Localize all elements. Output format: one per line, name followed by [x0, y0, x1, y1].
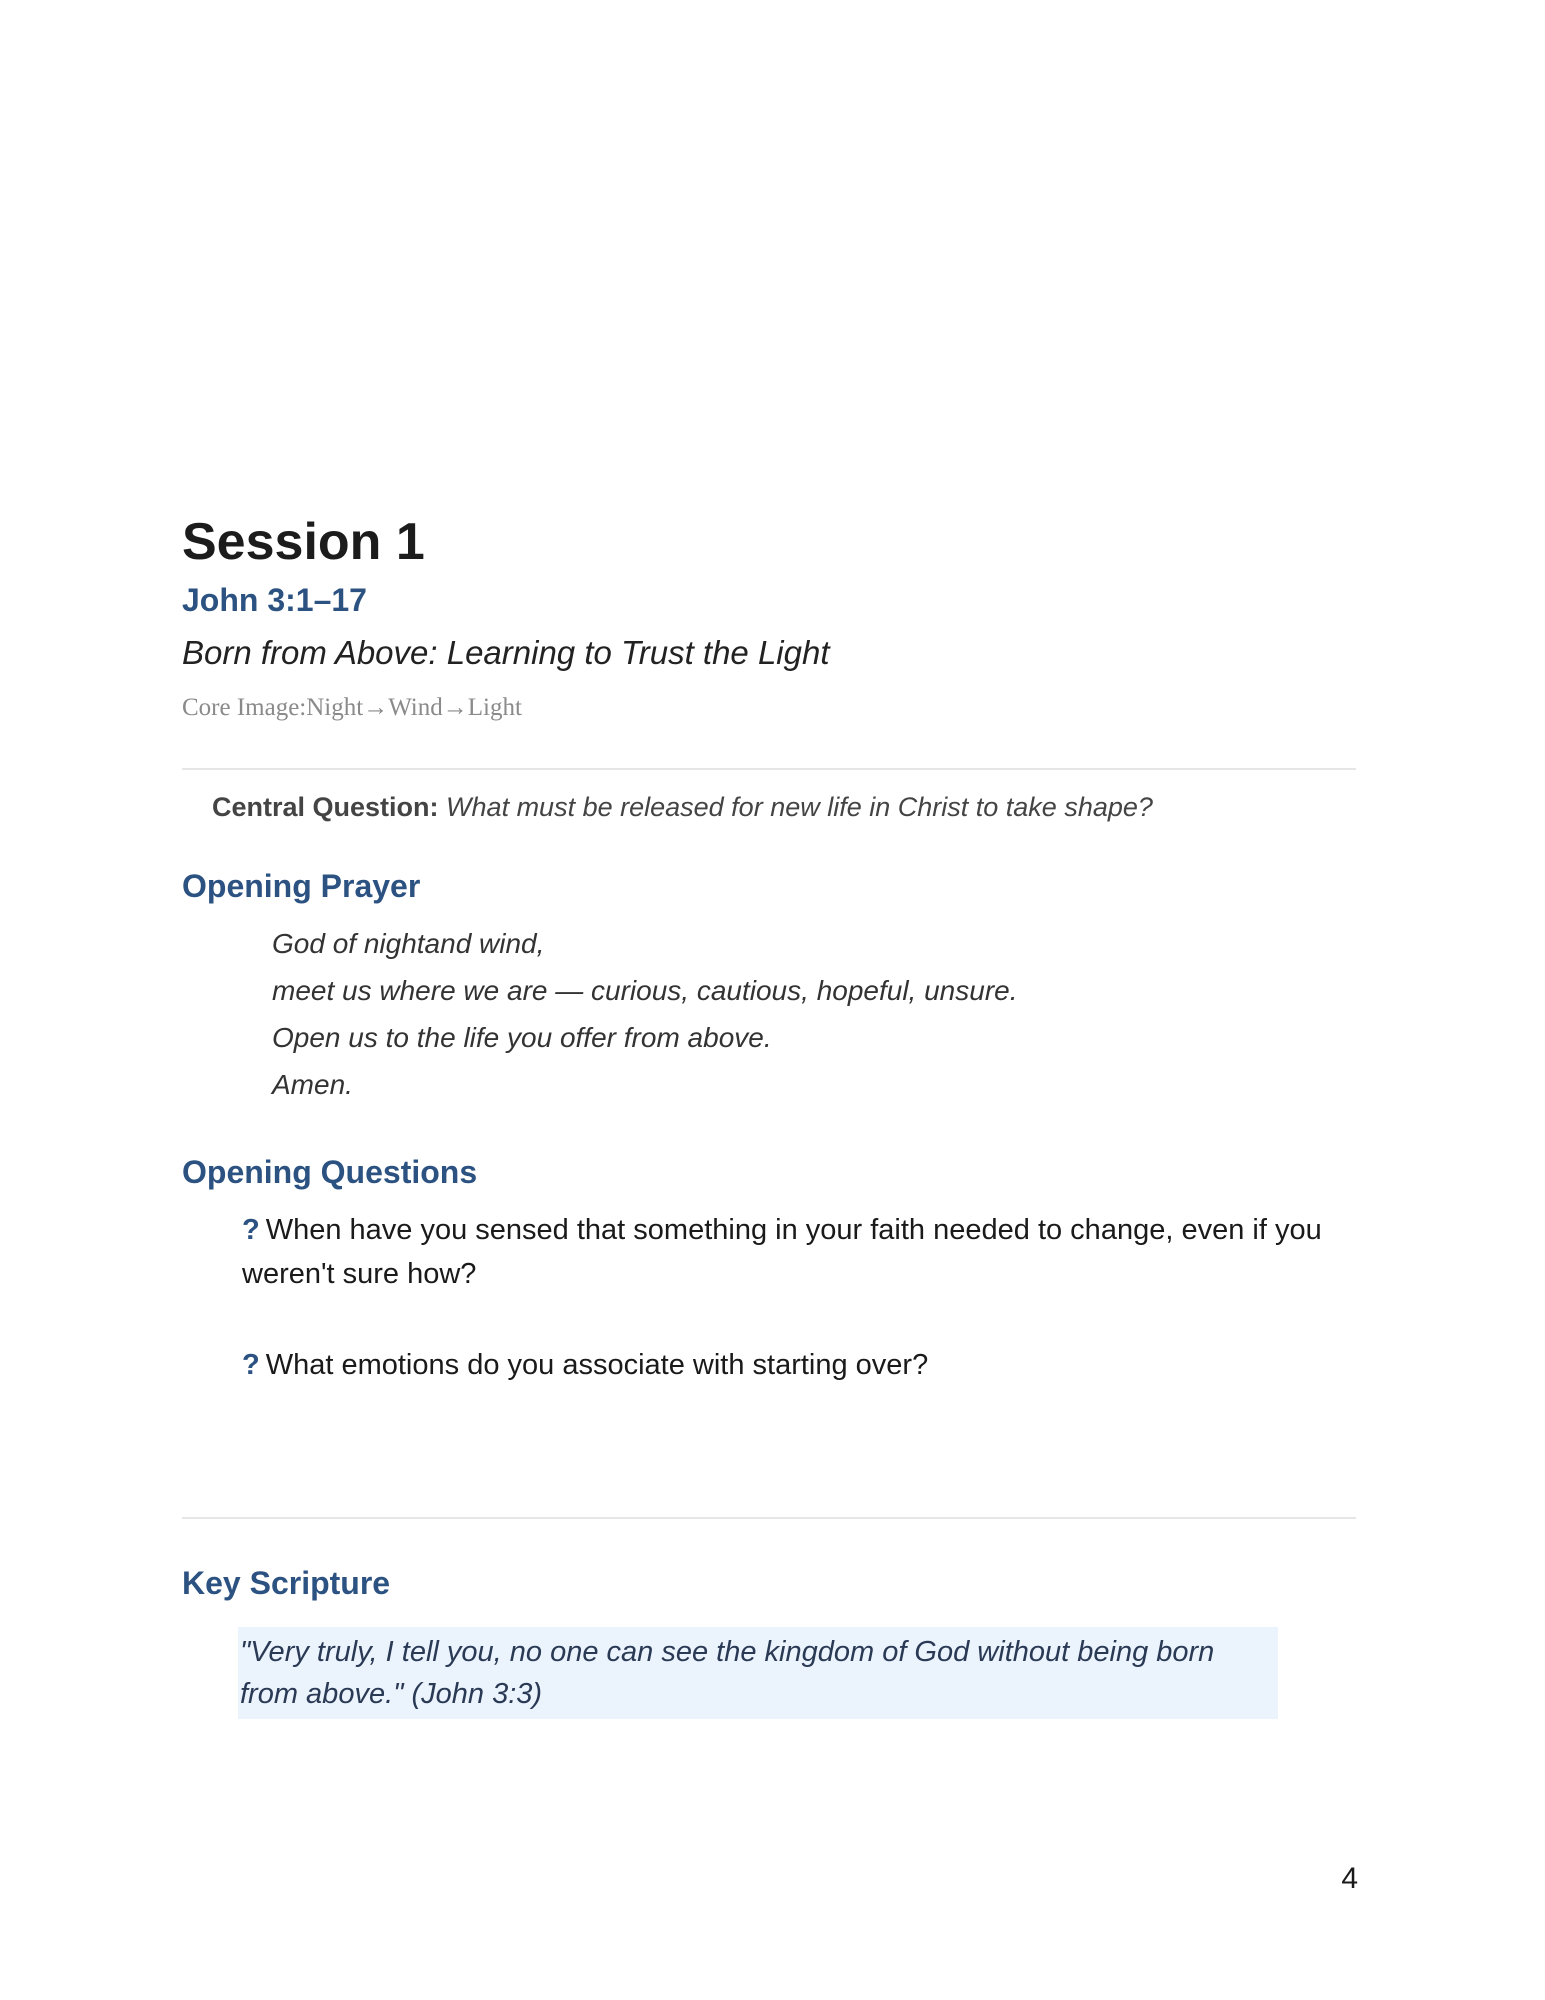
prayer-line: Amen.	[272, 1069, 353, 1100]
divider	[182, 1517, 1356, 1519]
prayer-line: God of nightand wind,	[272, 928, 545, 959]
question-item	[242, 1208, 1322, 1296]
prayer-line: meet us where we are — curious, cautious, hopeful, unsure.	[272, 975, 1018, 1006]
central-question	[182, 788, 1356, 826]
question-mark-icon: ?	[242, 1349, 260, 1381]
opening-questions-heading: Opening Questions	[182, 1154, 478, 1190]
question-text: What emotions do you associate with starting over?	[265, 1349, 929, 1381]
key-scripture-heading: Key Scripture	[182, 1565, 391, 1601]
question-text: When have you sensed that something in your faith needed to change, even if you weren't sure how?	[242, 1214, 1322, 1290]
question-item	[242, 1343, 1322, 1387]
key-scripture-quote: "Very truly, I tell you, no one can see the kingdom of God without being born from above." (John 3:3)	[238, 1627, 1278, 1719]
opening-questions-list	[182, 1208, 1322, 1387]
divider	[182, 768, 1356, 770]
scripture-reference: John 3:1–17	[182, 582, 367, 618]
session-subtitle: Born from Above: Learning to Trust the Light	[182, 634, 830, 671]
central-question-label: Central Question:	[212, 792, 439, 822]
document-page	[182, 510, 1356, 1719]
opening-prayer-heading: Opening Prayer	[182, 868, 421, 904]
core-image: Core Image:Night→Wind→Light	[182, 694, 522, 721]
prayer-line: Open us to the life you offer from above.	[272, 1022, 772, 1053]
session-title: Session 1	[182, 513, 425, 571]
page-number: 4	[1341, 1862, 1358, 1895]
opening-prayer	[182, 920, 1356, 1108]
central-question-text: What must be released for new life in Christ to take shape?	[446, 792, 1153, 822]
question-mark-icon: ?	[242, 1214, 260, 1246]
